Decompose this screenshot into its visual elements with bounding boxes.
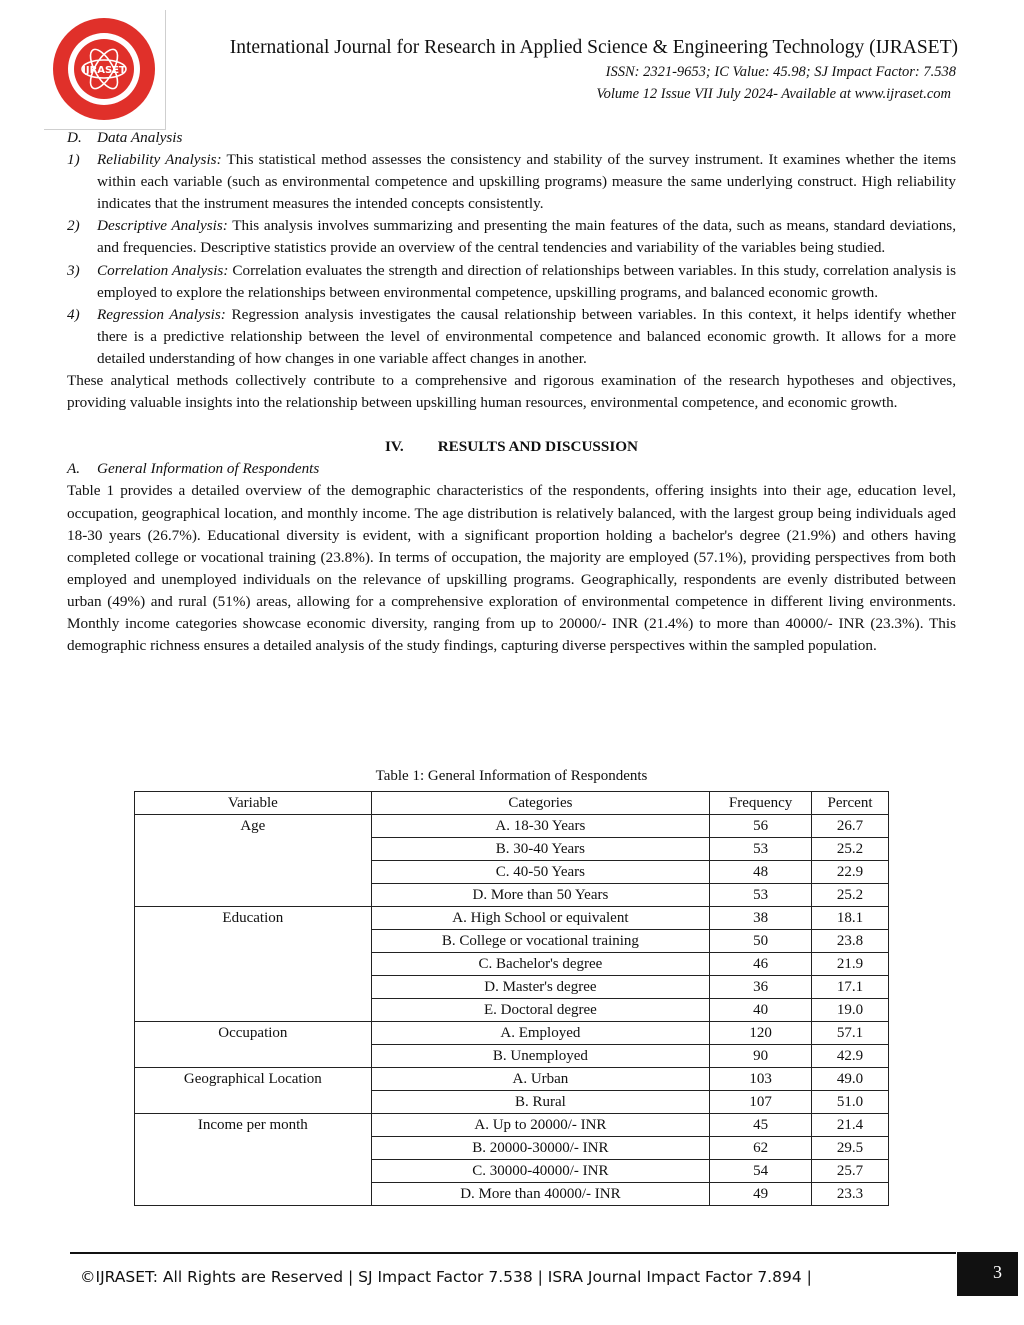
issn-line: ISSN: 2321-9653; IC Value: 45.98; SJ Impact Factor: 7.538	[605, 64, 956, 80]
table-cell: 23.8	[812, 930, 889, 953]
table-row	[135, 907, 889, 930]
list-item: 4) Regression Analysis: Regression analysis investigates the causal relationship between variables. In this context, it helps identify whether there is a predictive relationship between the level of environmental competence and balanced economic growth. It allows for a more detailed understanding of how changes in one variable affect changes in another.	[67, 305, 956, 367]
table-cell: D. Master's degree	[371, 976, 709, 999]
table-cell: 120	[710, 1022, 812, 1045]
table-cell: 53	[710, 838, 812, 861]
table-cell: B. Unemployed	[371, 1045, 709, 1068]
table-cell: B. Rural	[371, 1091, 709, 1114]
variable-cell: Income per month	[135, 1114, 372, 1206]
table-row	[135, 815, 889, 838]
table-cell: E. Doctoral degree	[371, 999, 709, 1022]
table-row	[135, 1068, 889, 1091]
table-cell: D. More than 40000/- INR	[371, 1183, 709, 1206]
table-cell: A. Up to 20000/- INR	[371, 1114, 709, 1137]
respondents-table	[134, 791, 889, 1206]
journal-logo	[44, 10, 166, 130]
variable-cell: Occupation	[135, 1022, 372, 1068]
table-cell: C. 30000-40000/- INR	[371, 1160, 709, 1183]
column-header: Variable	[135, 792, 372, 815]
journal-title: International Journal for Research in Applied Science & Engineering Technology (IJRASET)	[229, 37, 958, 58]
table-header-row	[135, 792, 889, 815]
closing-paragraph: These analytical methods collectively contribute to a comprehensive and rigorous examination of the research hypotheses and objectives, providing valuable insights into the relationship between upskilling human resources, environmental competence, and economic growth.	[67, 372, 956, 412]
table-caption: Table 1: General Information of Respondents	[375, 768, 648, 784]
table-cell: 17.1	[812, 976, 889, 999]
column-header: Frequency	[710, 792, 812, 815]
table-cell: 23.3	[812, 1183, 889, 1206]
general-info-paragraph: Table 1 provides a detailed overview of the demographic characteristics of the respondents, offering insights into their age, education level, occupation, geographical location, and monthly income. The age distribution is relatively balanced, with the largest group being individuals aged 18-30 years (26.7%). Educational diversity is evident, with a significant proportion holding a bachelor's degree (21.9%) and others having completed college or vocational training (23.8%). In terms of occupation, the majority are employed (57.1%), providing perspectives from both employed and unemployed individuals on the relevance of upskilling programs. Geographically, respondents are evenly distributed between urban (49%) and rural (51%) areas, allowing for a comprehensive exploration of environmental competence in different living environments. Monthly income categories showcase economic diversity, ranging from up to 20000/- INR (21.4%) to more than 40000/- INR (23.3%). This demographic richness ensures a detailed analysis of the study findings, capturing diverse perspectives within the sampled population.	[67, 482, 956, 655]
table-cell: 21.4	[812, 1114, 889, 1137]
footer-text: ©IJRASET: All Rights are Reserved | SJ Impact Factor 7.538 | ISRA Journal Impact Factor 7.894 |	[80, 1268, 812, 1286]
table-cell: 57.1	[812, 1022, 889, 1045]
table-cell: 53	[710, 884, 812, 907]
table-cell: 38	[710, 907, 812, 930]
subsection-heading-general-info: A. General Information of Respondents	[67, 460, 320, 478]
table-cell: 46	[710, 953, 812, 976]
subsection-heading-data-analysis: D. Data Analysis	[67, 129, 183, 146]
table-cell: A. Employed	[371, 1022, 709, 1045]
table-cell: B. College or vocational training	[371, 930, 709, 953]
table-cell: 103	[710, 1068, 812, 1091]
table-cell: 36	[710, 976, 812, 999]
table-cell: 19.0	[812, 999, 889, 1022]
section-heading: IV. RESULTS AND DISCUSSION	[384, 438, 639, 456]
list-item: 3) Correlation Analysis: Correlation evaluates the strength and direction of relationships between variables. In this study, correlation analysis is employed to explore the relationships between environmental competence, upskilling programs, and balanced economic growth.	[67, 261, 956, 301]
table-cell: B. 20000-30000/- INR	[371, 1137, 709, 1160]
list-item: 1) Reliability Analysis: This statistical method assesses the consistency and stability of the survey instrument. It examines whether the items within each variable (such as environmental competence and upskilling programs) measure the same underlying construct. High reliability indicates that the instrument measures the intended concepts consistently.	[67, 151, 957, 213]
table-cell: 54	[710, 1160, 812, 1183]
table-cell: 25.2	[812, 838, 889, 861]
table-cell: A. High School or equivalent	[371, 907, 709, 930]
table-cell: 21.9	[812, 953, 889, 976]
list-item: 2) Descriptive Analysis: This analysis involves summarizing and presenting the main features of the data, such as means, standard deviations, and frequencies. Descriptive statistics provide an overview of the central tendencies and variability of the variables being studied.	[67, 217, 956, 257]
table-cell: C. 40-50 Years	[371, 861, 709, 884]
table-cell: C. Bachelor's degree	[371, 953, 709, 976]
table-cell: 90	[710, 1045, 812, 1068]
logo-text: IJRASET	[82, 65, 126, 76]
variable-cell: Geographical Location	[135, 1068, 372, 1114]
article-body	[67, 127, 956, 657]
table-row	[135, 1022, 889, 1045]
table-cell: D. More than 50 Years	[371, 884, 709, 907]
table-cell: 62	[710, 1137, 812, 1160]
variable-cell: Age	[135, 815, 372, 907]
table-cell: 22.9	[812, 861, 889, 884]
table-cell: 49	[710, 1183, 812, 1206]
table-row	[135, 1114, 889, 1137]
footer-divider	[70, 1252, 956, 1254]
table-cell: 25.7	[812, 1160, 889, 1183]
column-header: Categories	[371, 792, 709, 815]
table-cell: 42.9	[812, 1045, 889, 1068]
table-cell: 29.5	[812, 1137, 889, 1160]
table-cell: 18.1	[812, 907, 889, 930]
volume-line: Volume 12 Issue VII July 2024- Available at www.ijraset.com	[596, 86, 951, 102]
table-cell: 48	[710, 861, 812, 884]
table-cell: 40	[710, 999, 812, 1022]
table-cell: 45	[710, 1114, 812, 1137]
table-cell: A. Urban	[371, 1068, 709, 1091]
table-cell: 51.0	[812, 1091, 889, 1114]
table-cell: 26.7	[812, 815, 889, 838]
table-cell: 107	[710, 1091, 812, 1114]
variable-cell: Education	[135, 907, 372, 1022]
table-cell: B. 30-40 Years	[371, 838, 709, 861]
table-cell: 56	[710, 815, 812, 838]
table-cell: 25.2	[812, 884, 889, 907]
page-number-box	[957, 1252, 1018, 1296]
table-cell: 50	[710, 930, 812, 953]
page-number: 3	[993, 1262, 1002, 1282]
table-cell: A. 18-30 Years	[371, 815, 709, 838]
table-cell: 49.0	[812, 1068, 889, 1091]
column-header: Percent	[812, 792, 889, 815]
